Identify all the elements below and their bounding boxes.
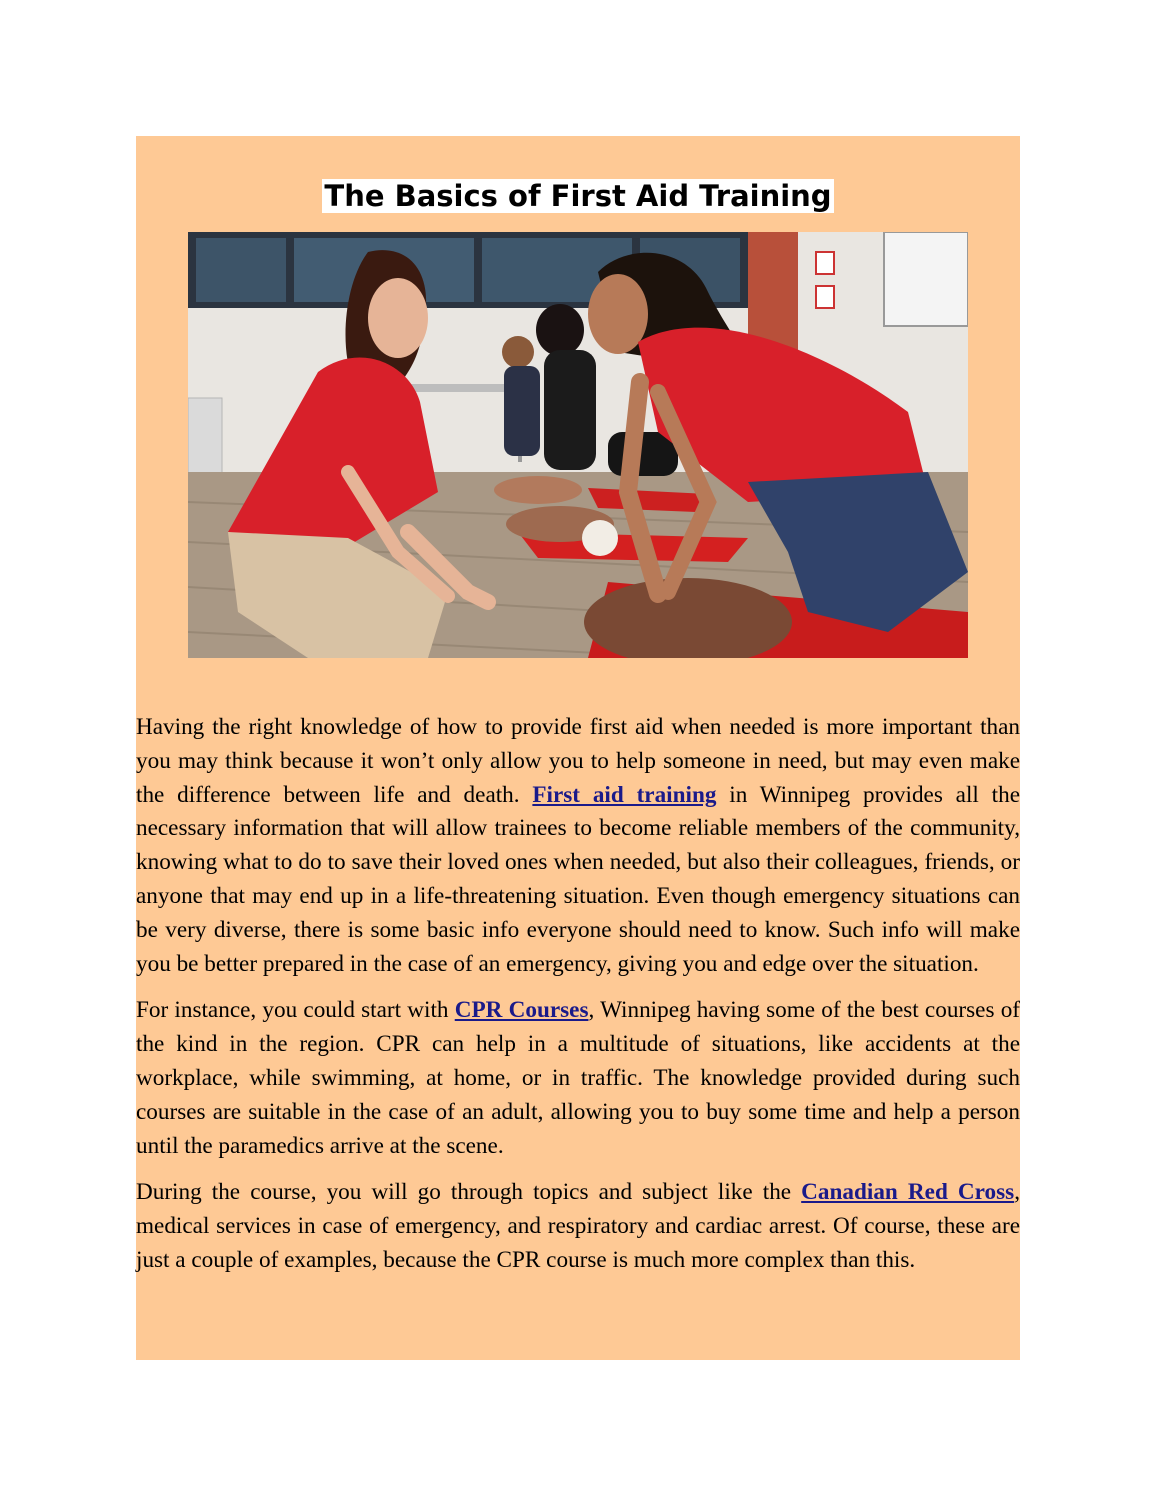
paragraph-1 xyxy=(136,711,1020,981)
paragraph-3-text-end: , medical services in case of emergency, and respiratory and cardiac arrest. Of course, these are just a couple of examples, because the CPR course is much more complex than this. xyxy=(136,1179,1020,1273)
cpr-training-photo xyxy=(188,232,968,658)
paragraph-2-text-end: , Winnipeg having some of the best courses of the kind in the region. CPR can help in a multitude of situations, like accidents at the workplace, while swimming, at home, or in traffic. The knowledge provided during such courses are suitable in the case of an adult, allowing you to buy some time and help a person until the paramedics arrive at the scene. xyxy=(136,997,1021,1159)
paragraph-1-text-start: Having the right knowledge of how to provide first aid when needed is more important than you may think because it won’t only allow you to help someone in need, but may even make the difference between life and death. xyxy=(136,714,1020,808)
page-title xyxy=(0,178,1156,214)
paragraph-3 xyxy=(136,1176,1020,1277)
paragraph-2-text-start: For instance, you could start with xyxy=(136,997,455,1024)
paragraph-2 xyxy=(136,994,1020,1163)
page-title-text: The Basics of First Aid Training xyxy=(324,179,832,213)
first-aid-training-link[interactable]: First aid training xyxy=(532,781,717,808)
article-body xyxy=(136,711,1020,1291)
cpr-training-illustration xyxy=(188,232,968,658)
cpr-courses-link[interactable]: CPR Courses xyxy=(454,997,589,1024)
paragraph-3-text-start: During the course, you will go through topics and subject like the xyxy=(136,1179,802,1206)
paragraph-1-text-end: in Winnipeg provides all the necessary information that will allow trainees to become reliable members of the community, knowing what to do to save their loved ones when needed, but also their colleagues, friends, or anyone that may end up in a life-threatening situation. Even though emergency situations can be very diverse, there is some basic info everyone should need to know. Such info will make you be better prepared in the case of an emergency, giving you and edge over the situation. xyxy=(136,781,1020,977)
canadian-red-cross-link[interactable]: Canadian Red Cross xyxy=(801,1179,1015,1206)
